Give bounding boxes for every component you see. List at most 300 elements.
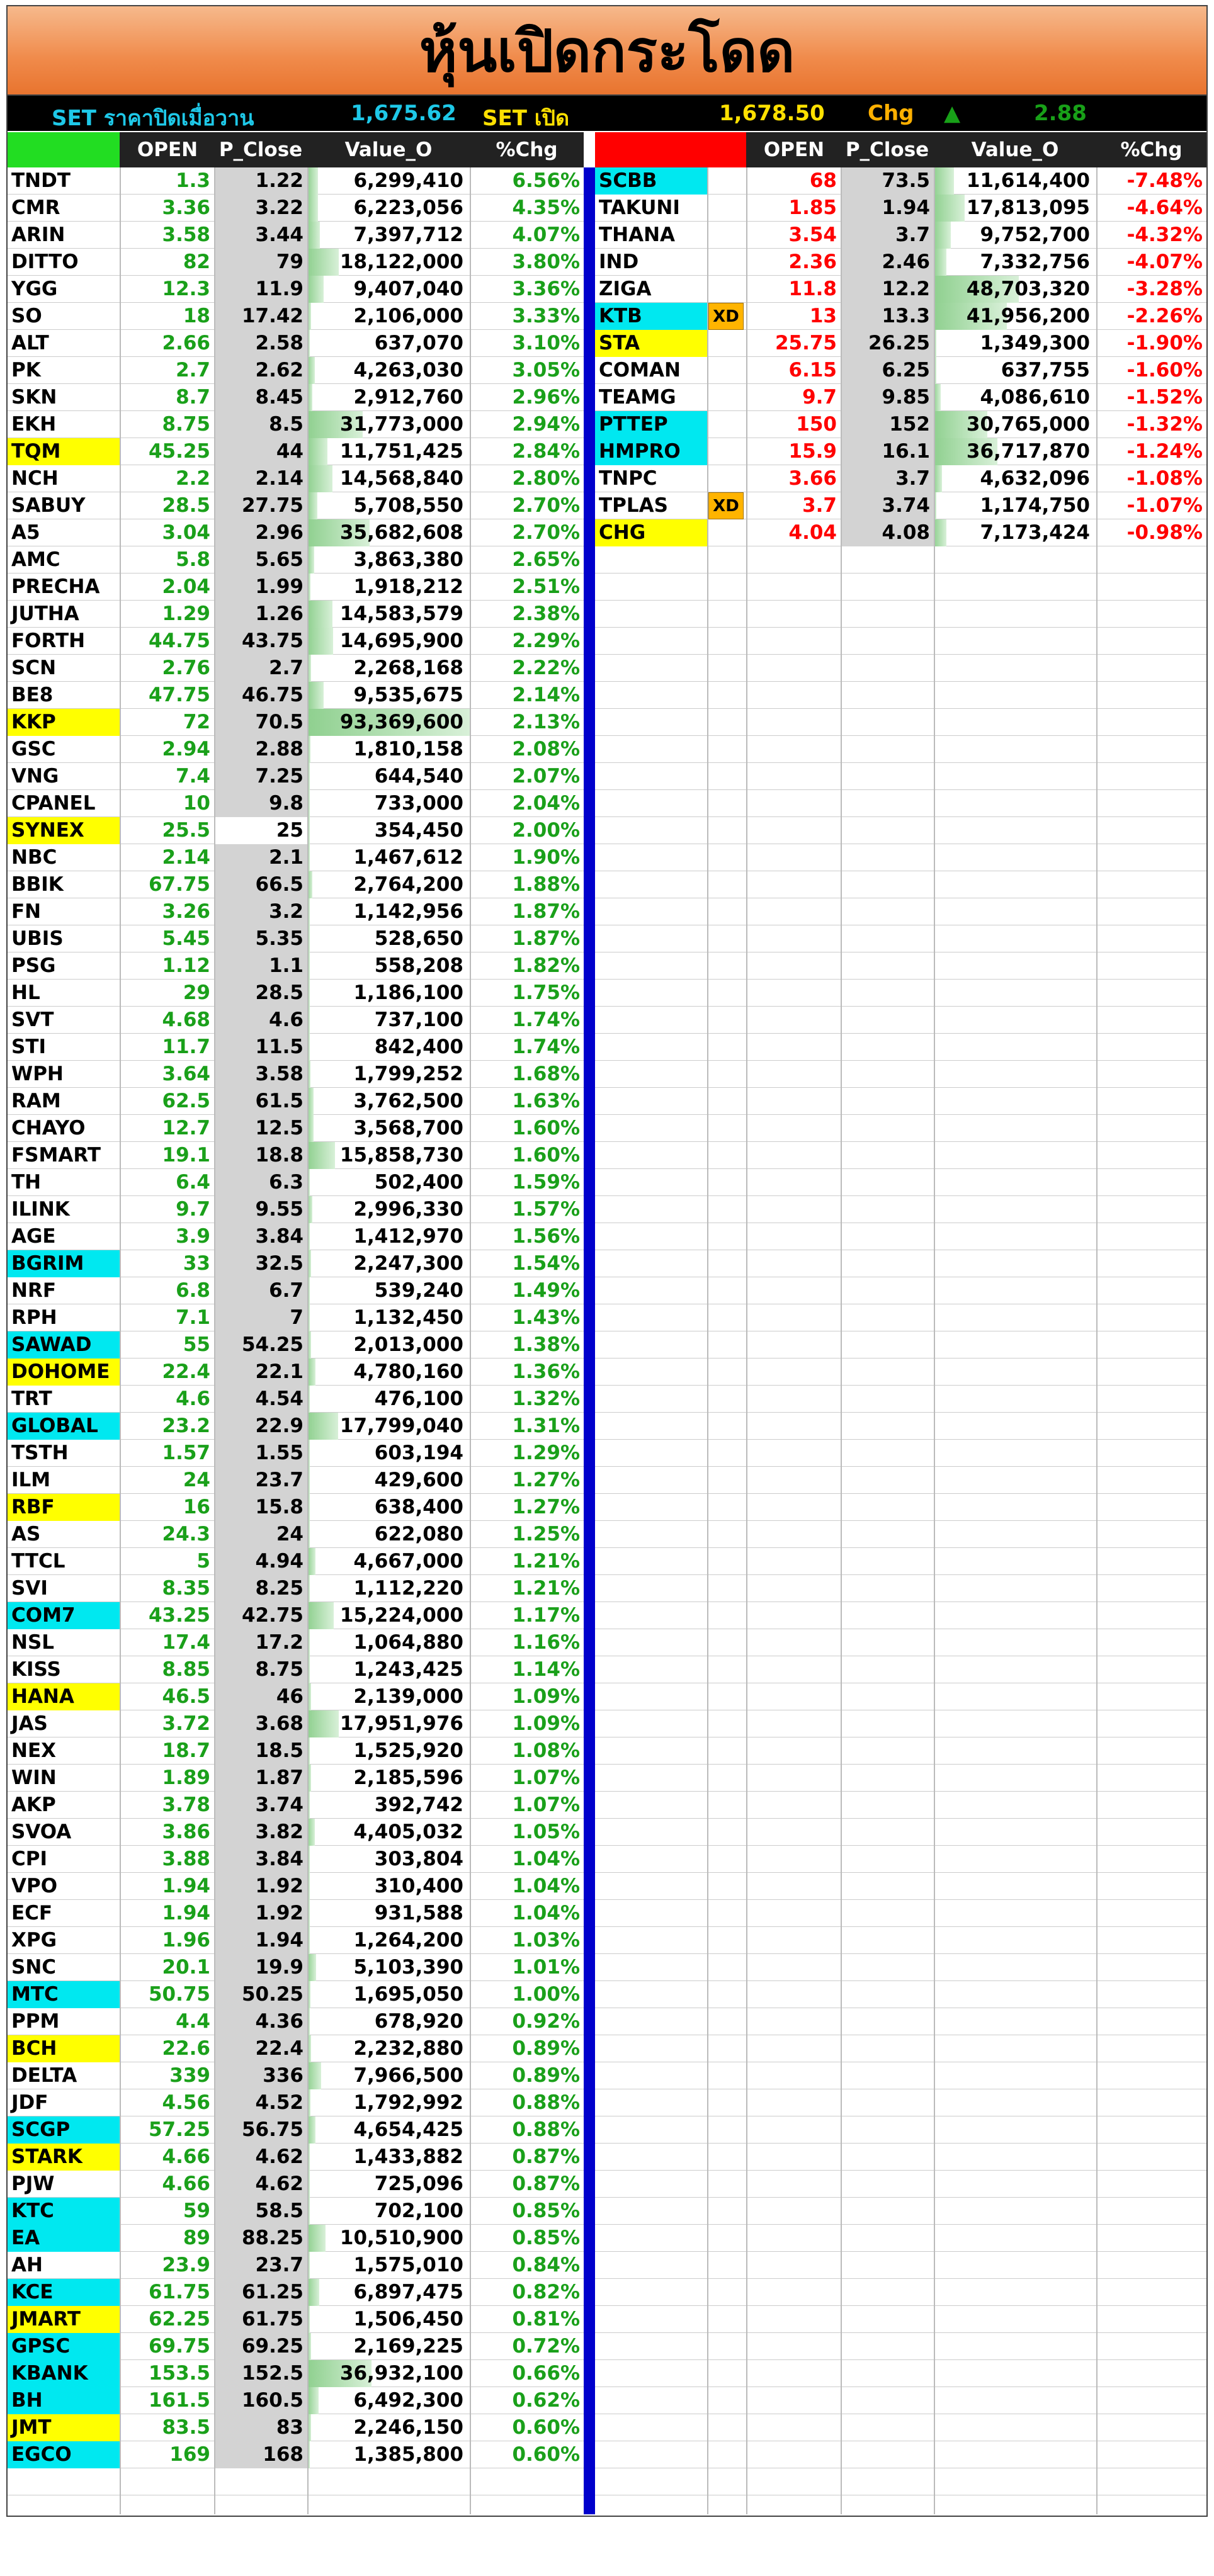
open-price-cell: 16 [183,1496,210,1518]
open-price-cell: 4.66 [162,2172,210,2195]
value-cell [307,492,470,519]
value-cell [934,384,1096,411]
table-row [8,276,584,303]
table-row [595,1359,1206,1386]
value-databar [934,222,951,249]
symbol-cell: IND [599,251,639,273]
value-databar [307,167,318,195]
grid-line [707,167,708,2514]
table-row [595,844,1206,871]
symbol-cell: AGE [11,1225,56,1248]
value-text: 4,086,610 [980,386,1090,409]
symbol-cell: NBC [11,846,57,869]
open-price-cell: 1.3 [176,169,210,192]
table-row [8,1007,584,1034]
prev-close-cell: 3.74 [215,1792,307,1819]
value-text: 1,243,425 [353,1658,463,1681]
table-row [595,1223,1206,1250]
open-price-cell: 46.5 [162,1685,210,1708]
symbol-cell: JAS [11,1712,48,1735]
table-row [8,628,584,655]
value-text: 4,632,096 [980,467,1090,490]
table-row [595,2333,1206,2360]
table-row [8,1710,584,1737]
table-row [595,980,1206,1007]
table-row [595,2171,1206,2198]
value-cell [307,898,470,925]
pct-change-cell: 0.92% [512,2010,580,2033]
symbol-cell: FN [11,900,42,923]
value-text: 4,654,425 [353,2118,463,2141]
table-row [595,195,1206,222]
value-text: 1,349,300 [980,332,1090,354]
value-cell [307,2035,470,2062]
value-text: 702,100 [374,2200,463,2222]
symbol-cell: RBF [8,1494,120,1521]
prev-close-cell: 5.35 [215,925,307,952]
open-price-cell: 55 [183,1333,210,1356]
grid-line [746,167,747,2514]
value-cell [307,2062,470,2089]
symbol-cell: SYNEX [8,817,120,844]
table-row [8,1142,584,1169]
table-row [595,2387,1206,2414]
value-cell [307,1061,470,1088]
open-price-cell: 11.7 [162,1036,210,1058]
table-row [595,1088,1206,1115]
open-price-cell: 12.3 [162,278,210,300]
value-text: 1,433,882 [353,2145,463,2168]
col-pclose-header: P_Close [218,138,303,161]
table-row [595,2252,1206,2279]
symbol-cell: CMR [11,196,60,219]
table-row [595,384,1206,411]
value-text: 18,122,000 [339,251,463,273]
gainers-swatch [8,132,120,167]
value-text: 1,186,100 [353,981,463,1004]
open-price-cell: 2.36 [788,251,837,273]
value-cell [307,1765,470,1792]
table-row [595,1142,1206,1169]
pct-change-cell: 0.89% [512,2037,580,2060]
symbol-cell: FSMART [11,1144,101,1167]
pct-change-cell: 2.29% [512,630,580,652]
prev-close-cell: 6.7 [215,1277,307,1304]
pct-change-cell: 1.75% [512,981,580,1004]
open-price-cell: 3.88 [162,1848,210,1870]
symbol-cell: EGCO [8,2441,120,2468]
symbol-cell: NRF [11,1279,56,1302]
open-price-cell: 18.7 [162,1739,210,1762]
prev-close-cell: 4.08 [842,519,934,546]
pct-change-cell: 1.04% [512,1902,580,1924]
pct-change-cell: 1.07% [512,1766,580,1789]
open-price-cell: 3.58 [162,223,210,246]
value-text: 2,912,760 [353,386,463,409]
open-price-cell: 19.1 [162,1144,210,1167]
symbol-cell: TQM [8,438,120,465]
table-row [595,2035,1206,2062]
symbol-cell: JUTHA [11,602,79,625]
table-row [595,763,1206,790]
pct-change-cell: -4.07% [1126,251,1203,273]
value-text: 1,810,158 [353,738,463,760]
open-price-cell: 62.5 [162,1090,210,1112]
value-cell [307,167,470,195]
open-price-cell: 2.14 [162,846,210,869]
value-cell [934,276,1096,303]
value-text: 10,510,900 [339,2227,463,2249]
value-text: 1,174,750 [980,494,1090,517]
pct-change-cell: 1.90% [512,846,580,869]
symbol-cell: TTCL [11,1550,65,1573]
prev-close-cell: 8.45 [215,384,307,411]
prev-close-cell: 18.8 [215,1142,307,1169]
pct-change-cell: 0.60% [512,2443,580,2466]
open-price-cell: 3.9 [176,1225,210,1248]
table-row [595,1629,1206,1656]
prev-close-cell: 42.75 [215,1602,307,1629]
open-price-cell: 57.25 [148,2118,210,2141]
symbol-cell: DELTA [11,2064,77,2087]
symbol-cell: FORTH [11,630,86,652]
table-row [595,1548,1206,1575]
pct-change-cell: 1.04% [512,1875,580,1897]
pct-change-cell: 1.54% [512,1252,580,1275]
table-row [595,1494,1206,1521]
table-row [595,790,1206,817]
table-row [595,1331,1206,1359]
value-cell [307,2089,470,2116]
value-databar [307,2225,326,2252]
prev-close-cell: 1.55 [215,1440,307,1467]
value-databar [307,2062,321,2089]
value-databar [307,222,320,249]
table-row [8,1602,584,1629]
prev-close-cell: 8.75 [215,1656,307,1683]
symbol-cell: AS [11,1523,41,1545]
pct-change-cell: 1.16% [512,1631,580,1654]
value-text: 303,804 [374,1848,463,1870]
symbol-cell: HL [11,981,40,1004]
pct-change-cell: 3.10% [512,332,580,354]
open-price-cell: 43.25 [148,1604,210,1627]
value-cell [307,1304,470,1331]
symbol-cell: SVT [11,1008,54,1031]
value-cell [307,2171,470,2198]
symbol-cell: PJW [11,2172,55,2195]
pct-change-cell: 1.87% [512,927,580,950]
open-price-cell: 1.29 [162,602,210,625]
pct-change-cell: 1.63% [512,1090,580,1112]
open-price-cell: 7.4 [176,765,210,788]
symbol-cell: YGG [11,278,58,300]
table-row [8,1223,584,1250]
prev-close-cell: 4.62 [215,2171,307,2198]
pct-change-cell: -0.98% [1126,521,1203,544]
open-price-cell: 3.26 [162,900,210,923]
symbol-cell: VPO [11,1875,58,1897]
open-price-cell: 153.5 [148,2362,210,2385]
value-cell [307,1223,470,1250]
table-row [595,357,1206,384]
table-row [595,1304,1206,1331]
symbol-cell: BCH [8,2035,120,2062]
pct-change-cell: 1.27% [512,1496,580,1518]
table-row [8,2333,584,2360]
value-cell [307,1819,470,1846]
open-price-cell: 9.7 [176,1198,210,1221]
prev-close-cell: 12.2 [842,276,934,303]
value-text: 7,332,756 [980,251,1090,273]
table-row [595,2225,1206,2252]
symbol-cell: HANA [8,1683,120,1710]
open-price-cell: 2.04 [162,575,210,598]
value-cell [934,222,1096,249]
symbol-cell: STI [11,1036,47,1058]
value-text: 11,751,425 [339,440,463,463]
open-price-cell: 9.7 [802,386,837,409]
prev-close-cell: 18.5 [215,1737,307,1765]
pct-change-cell: 1.07% [512,1794,580,1816]
pct-change-cell: 1.32% [512,1387,580,1410]
value-cell [307,1548,470,1575]
prev-close-cell: 8.25 [215,1575,307,1602]
open-price-cell: 69.75 [148,2335,210,2358]
pct-change-cell: 0.82% [512,2281,580,2303]
value-text: 2,247,300 [353,1252,463,1275]
prev-close-cell: 28.5 [215,980,307,1007]
set-prev-label: SET ราคาปิดเมื่อวาน [52,106,254,131]
pct-change-cell: 1.60% [512,1117,580,1139]
prev-close-cell: 17.2 [215,1629,307,1656]
prev-close-cell: 54.25 [215,1331,307,1359]
value-databar [307,2279,319,2306]
open-price-cell: 28.5 [162,494,210,517]
pct-change-cell: 1.49% [512,1279,580,1302]
pct-change-cell: 2.80% [512,467,580,490]
symbol-cell: UBIS [11,927,64,950]
pct-change-cell: 1.68% [512,1063,580,1085]
table-row [8,980,584,1007]
prev-close-cell: 2.88 [215,736,307,763]
value-databar [307,492,317,519]
table-row [8,1792,584,1819]
open-price-cell: 17.4 [162,1631,210,1654]
symbol-cell: SVOA [11,1821,72,1843]
open-price-cell: 44.75 [148,630,210,652]
table-row [595,1737,1206,1765]
symbol-cell: CPANEL [11,792,96,815]
open-price-cell: 13 [809,305,837,327]
open-price-cell: 15.9 [788,440,837,463]
open-price-cell: 4.4 [176,2010,210,2033]
prev-close-cell: 25 [215,817,307,844]
value-cell [307,1115,470,1142]
table-row [595,1169,1206,1196]
value-cell [934,195,1096,222]
symbol-cell: KTB [595,303,707,330]
value-text: 2,764,200 [353,873,463,896]
table-row [8,1765,584,1792]
symbol-cell: WPH [11,1063,64,1085]
pct-change-cell: 1.56% [512,1225,580,1248]
xd-flag-badge: XD [708,303,744,330]
pct-change-cell: 0.84% [512,2254,580,2276]
value-text: 392,742 [374,1794,463,1816]
prev-close-cell: 58.5 [215,2198,307,2225]
value-cell [307,2252,470,2279]
pct-change-cell: 1.04% [512,1848,580,1870]
symbol-cell: ARIN [11,223,65,246]
table-row [595,2306,1206,2333]
open-price-cell: 3.86 [162,1821,210,1843]
pct-change-cell: 1.29% [512,1442,580,1464]
open-price-cell: 45.25 [148,440,210,463]
value-cell [307,1034,470,1061]
pct-change-cell: 4.07% [512,223,580,246]
value-text: 644,540 [374,765,463,788]
open-price-cell: 3.66 [788,467,837,490]
table-row [595,655,1206,682]
gainers-header [8,132,584,167]
value-text: 2,139,000 [353,1685,463,1708]
open-price-cell: 3.64 [162,1063,210,1085]
pct-change-cell: 1.00% [512,1983,580,2006]
value-text: 93,369,600 [339,711,463,733]
value-text: 17,799,040 [339,1415,463,1437]
open-price-cell: 62.25 [148,2308,210,2330]
value-cell [307,546,470,573]
symbol-cell: PRECHA [11,575,100,598]
value-cell [307,519,470,546]
table-row [595,1954,1206,1981]
value-cell [307,1331,470,1359]
table-row [595,2279,1206,2306]
table-row [595,1792,1206,1819]
prev-close-cell: 15.8 [215,1494,307,1521]
table-row [8,1277,584,1304]
table-row [8,195,584,222]
symbol-cell: KTC [8,2198,120,2225]
prev-close-cell: 32.5 [215,1250,307,1277]
table-row [8,682,584,709]
table-row [595,249,1206,276]
value-text: 6,299,410 [353,169,463,192]
open-price-cell: 1.57 [162,1442,210,1464]
table-row [8,1737,584,1765]
table-row [8,952,584,980]
pct-change-cell: 1.08% [512,1739,580,1762]
open-price-cell: 6.15 [788,359,837,381]
value-text: 35,682,608 [339,521,463,544]
value-cell [307,222,470,249]
table-row [8,655,584,682]
pct-change-cell: 3.05% [512,359,580,381]
set-open-value: 1,678.50 [719,101,825,126]
value-databar [934,195,965,222]
symbol-cell: TAKUNI [599,196,680,219]
symbol-cell: ALT [11,332,49,354]
table-row [595,465,1206,492]
open-price-cell: 4.04 [788,521,837,544]
value-text: 1,695,050 [353,1983,463,2006]
table-row [595,1981,1206,2008]
pct-change-cell: 3.80% [512,251,580,273]
symbol-cell: SVI [11,1577,48,1600]
prev-close-cell: 336 [215,2062,307,2089]
pct-change-cell: 1.03% [512,1929,580,1952]
table-row [8,1331,584,1359]
value-cell [934,492,1096,519]
prev-close-cell: 152 [842,411,934,438]
table-row [8,1413,584,1440]
prev-close-cell: 88.25 [215,2225,307,2252]
table-row [8,709,584,736]
value-text: 6,223,056 [353,196,463,219]
value-cell [307,817,470,844]
symbol-cell: KBANK [8,2360,120,2387]
value-text: 15,224,000 [339,1604,463,1627]
symbol-cell: TRT [11,1387,52,1410]
prev-close-cell: 3.2 [215,898,307,925]
symbol-cell: AKP [11,1794,56,1816]
table-row [595,1710,1206,1737]
value-cell [307,411,470,438]
open-price-cell: 3.04 [162,521,210,544]
pct-change-cell: 2.13% [512,711,580,733]
table-row [8,2468,584,2495]
prev-close-cell: 4.6 [215,1007,307,1034]
symbol-cell: SNC [11,1956,57,1979]
value-cell [307,1277,470,1304]
value-text: 429,600 [374,1469,463,1491]
grid-line [214,167,215,2514]
symbol-cell: NSL [11,1631,55,1654]
prev-close-cell: 46.75 [215,682,307,709]
table-row [8,1196,584,1223]
table-row [8,1494,584,1521]
value-cell [307,1250,470,1277]
value-text: 3,863,380 [353,548,463,571]
prev-close-cell: 1.92 [215,1873,307,1900]
prev-close-cell: 44 [215,438,307,465]
table-row [8,1656,584,1683]
symbol-cell: GSC [11,738,56,760]
pct-change-cell: 1.74% [512,1008,580,1031]
pct-change-cell: 3.33% [512,305,580,327]
open-price-cell: 4.66 [162,2145,210,2168]
table-row [595,2198,1206,2225]
open-price-cell: 2.7 [176,359,210,381]
table-row [8,465,584,492]
prev-close-cell: 22.9 [215,1413,307,1440]
symbol-cell: GLOBAL [8,1413,120,1440]
losers-swatch [595,132,746,167]
symbol-cell: AMC [11,548,60,571]
col-chg-header: %Chg [1120,138,1183,161]
table-row [8,601,584,628]
pct-change-cell: 3.36% [512,278,580,300]
prev-close-cell: 3.68 [215,1710,307,1737]
value-cell [307,195,470,222]
pct-change-cell: 1.82% [512,954,580,977]
value-text: 842,400 [374,1036,463,1058]
value-cell [307,1710,470,1737]
value-cell [307,2144,470,2171]
pct-change-cell: 0.88% [512,2118,580,2141]
value-text: 737,100 [374,1008,463,1031]
